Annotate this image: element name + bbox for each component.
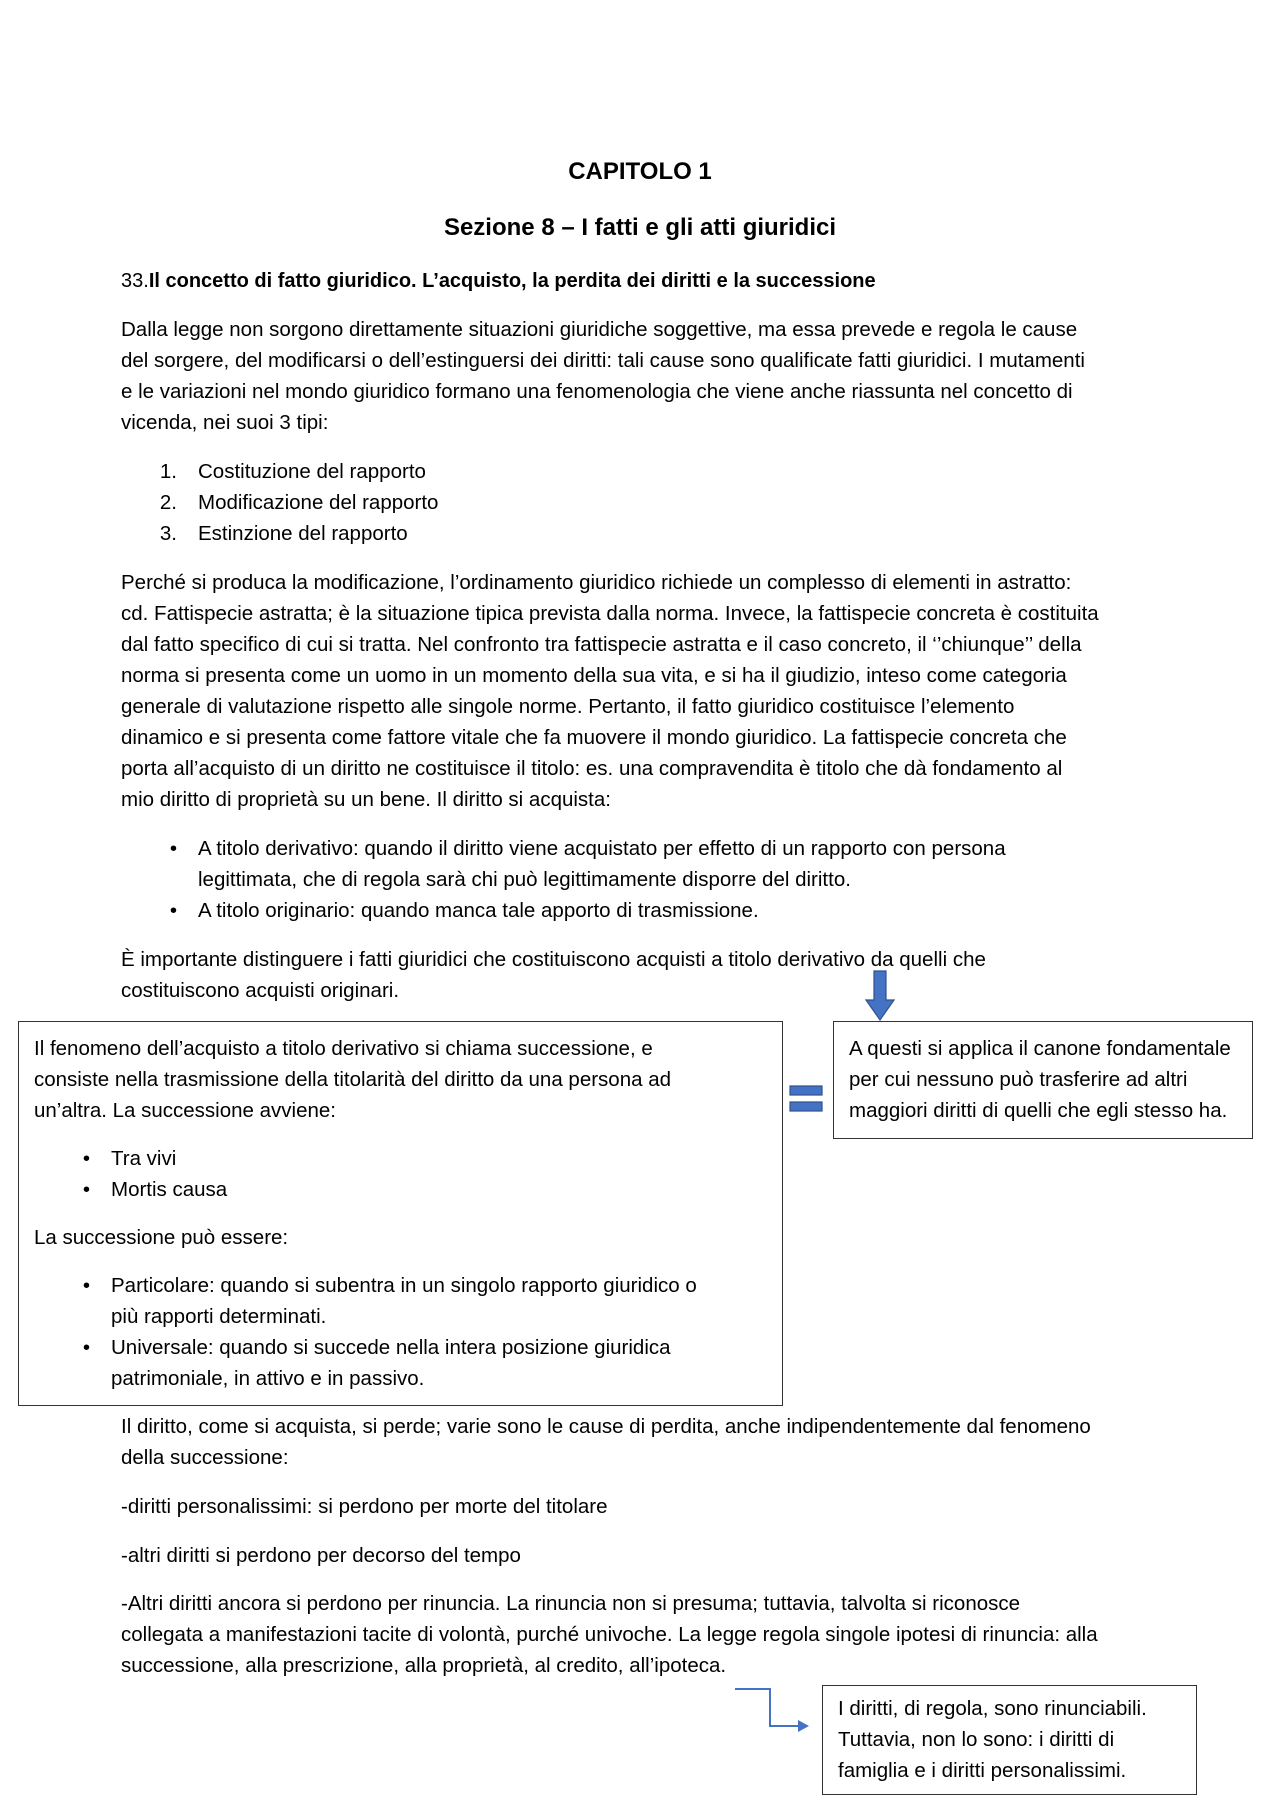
text-line: mio diritto di proprietà su un bene. Il diritto si acquista: [121, 788, 611, 811]
list-item-text: Tra vivi [111, 1147, 177, 1170]
text-line: consiste nella trasmissione della titolarità del diritto da una persona ad [34, 1068, 672, 1091]
succession-types-list [34, 1143, 782, 1205]
text-line: I diritti, di regola, sono rinunciabili. [838, 1697, 1147, 1720]
succession-box [18, 1021, 783, 1406]
heading-number: 33. [121, 270, 149, 292]
list-item-line: A titolo derivativo: quando il diritto viene acquistato per effetto di un rapporto con persona [198, 837, 1006, 860]
bullet: • [82, 1274, 90, 1297]
list-item [121, 833, 1171, 895]
list-number: 3. [159, 522, 177, 545]
text-line: cd. Fattispecie astratta; è la situazione tipica prevista dalla norma. Invece, la fattispecie concreta è costituita [121, 602, 1099, 625]
distinction-paragraph [121, 944, 1171, 1006]
succession-kinds-label: La successione può essere: [34, 1226, 289, 1249]
list-item [121, 487, 1171, 518]
list-item-line: legittimata, che di regola sarà chi può legittimamente disporre del diritto. [198, 868, 851, 891]
loss-personal: -diritti personalissimi: si perdono per morte del titolare [121, 1495, 608, 1518]
canon-box [833, 1021, 1253, 1139]
text-line: costituiscono acquisti originari. [121, 979, 400, 1002]
loss-renounce-paragraph [121, 1588, 1171, 1681]
bullet: • [82, 1147, 90, 1170]
list-item-text: Costituzione del rapporto [198, 460, 426, 483]
list-item [121, 518, 1171, 549]
text-line: Perché si produca la modificazione, l’ordinamento giuridico richiede un complesso di elementi in astratto: [121, 571, 1072, 594]
text-line: porta all’acquisto di un diritto ne costituisce il titolo: es. una compravendita è titolo che dà fondamento al [121, 757, 1063, 780]
equals-icon [789, 1084, 823, 1114]
chapter-title: CAPITOLO 1 [568, 158, 712, 185]
text-line: generale di valutazione rispetto alle singole norme. Pertanto, il fatto giuridico costituisce l’elemento [121, 695, 1015, 718]
text-line: norma si presenta come un uomo in un momento della sua vita, e si ha il giudizio, inteso come categoria [121, 664, 1067, 687]
bullet: • [82, 1336, 90, 1359]
acquisition-list [121, 833, 1171, 926]
intro-paragraph [121, 314, 1171, 438]
list-item-line: Universale: quando si succede nella intera posizione giuridica [111, 1336, 671, 1359]
text-line: maggiori diritti di quelli che egli stesso ha. [849, 1099, 1228, 1122]
text-line: un’altra. La successione avviene: [34, 1099, 336, 1122]
text-line: e le variazioni nel mondo giuridico formano una fenomenologia che viene anche riassunta nel concetto di [121, 380, 1073, 403]
list-item-text: Mortis causa [111, 1178, 228, 1201]
text-line: successione, alla prescrizione, alla proprietà, al credito, all’ipoteca. [121, 1654, 727, 1677]
list-item-text: Estinzione del rapporto [198, 522, 408, 545]
list-item-line: A titolo originario: quando manca tale apporto di trasmissione. [198, 899, 759, 922]
text-line: -Altri diritti ancora si perdono per rinuncia. La rinuncia non si presuma; tuttavia, talvolta si riconosce [121, 1592, 1021, 1615]
text-line: Tuttavia, non lo sono: i diritti di [838, 1728, 1115, 1751]
text-line: È importante distinguere i fatti giuridici che costituiscono acquisti a titolo derivativo da quelli che [121, 948, 986, 971]
list-item [121, 895, 1171, 926]
loss-time: -altri diritti si perdono per decorso del tempo [121, 1544, 521, 1567]
list-number: 2. [159, 491, 177, 514]
elbow-arrow-icon [730, 1686, 810, 1736]
heading-text: Il concetto di fatto giuridico. L’acquisto, la perdita dei diritti e la successione [148, 270, 876, 292]
bullet: • [82, 1178, 90, 1201]
down-arrow-icon [865, 970, 895, 1022]
text-line: A questi si applica il canone fondamentale [849, 1037, 1231, 1060]
list-item [34, 1174, 782, 1205]
loss-paragraph [121, 1411, 1171, 1473]
list-item [121, 456, 1171, 487]
list-item [34, 1143, 782, 1174]
section-heading [121, 266, 1171, 296]
text-line: vicenda, nei suoi 3 tipi: [121, 411, 329, 434]
list-item-line: patrimoniale, in attivo e in passivo. [111, 1367, 425, 1390]
list-item [34, 1332, 782, 1394]
bullet: • [169, 837, 177, 860]
text-line: del sorgere, del modificarsi o dell’estinguersi dei diritti: tali cause sono qualificate fatti giuridici. I mutamenti [121, 349, 1085, 372]
text-line: dinamico e si presenta come fattore vitale che fa muovere il mondo giuridico. La fattispecie concreta che [121, 726, 1067, 749]
list-item-line: Particolare: quando si subentra in un singolo rapporto giuridico o [111, 1274, 697, 1297]
list-number: 1. [159, 460, 177, 483]
text-line: famiglia e i diritti personalissimi. [838, 1759, 1127, 1782]
succession-kinds-list [34, 1270, 782, 1394]
vicenda-types-list [121, 456, 1171, 549]
text-line: per cui nessuno può trasferire ad altri [849, 1068, 1188, 1091]
bullet: • [169, 899, 177, 922]
list-item-line: più rapporti determinati. [111, 1305, 327, 1328]
list-item [34, 1270, 782, 1332]
text-line: della successione: [121, 1446, 289, 1469]
text-line: Il fenomeno dell’acquisto a titolo derivativo si chiama successione, e [34, 1037, 653, 1060]
section-title: Sezione 8 – I fatti e gli atti giuridici [443, 214, 837, 241]
renounce-box [822, 1685, 1197, 1795]
text-line: collegata a manifestazioni tacite di volontà, purché univoche. La legge regola singole ipotesi di rinuncia: alla [121, 1623, 1098, 1646]
text-line: Il diritto, come si acquista, si perde; varie sono le cause di perdita, anche indipendentemente dal fenomeno [121, 1415, 1091, 1438]
text-line: dal fatto specifico di cui si tratta. Nel confronto tra fattispecie astratta e il caso concreto, il ‘’chiunque’’ della [121, 633, 1082, 656]
text-line: Dalla legge non sorgono direttamente situazioni giuridiche soggettive, ma essa prevede e regola le cause [121, 318, 1078, 341]
fattispecie-paragraph [121, 567, 1171, 815]
list-item-text: Modificazione del rapporto [198, 491, 439, 514]
